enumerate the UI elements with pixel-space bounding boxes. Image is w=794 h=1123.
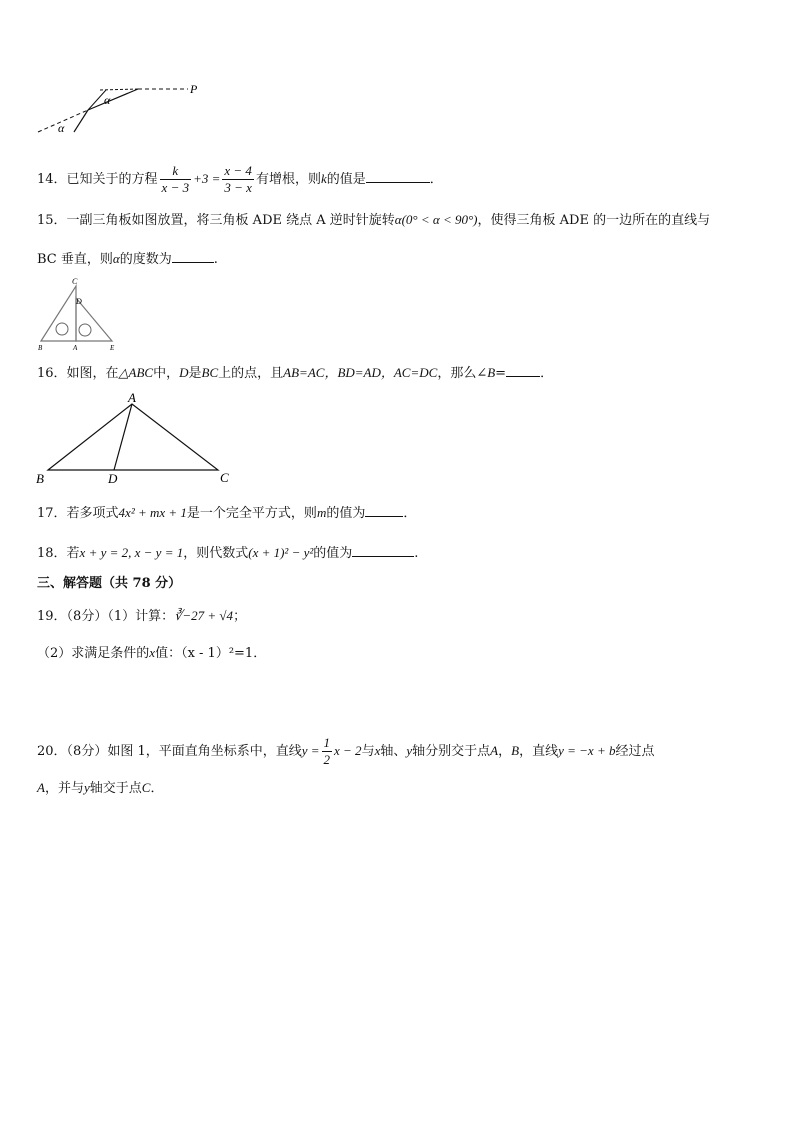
fig16-label-b: B bbox=[36, 471, 44, 486]
q15-end: . bbox=[213, 252, 218, 267]
q14-answer-blank[interactable] bbox=[366, 170, 430, 183]
q16-answer-blank[interactable] bbox=[506, 364, 540, 377]
q16-tri: △ABC bbox=[118, 365, 154, 380]
board-abc bbox=[41, 286, 76, 341]
q17-mid: 是一个完全平方式，则 bbox=[186, 506, 317, 521]
question-15-line-1 bbox=[37, 210, 710, 231]
q16-text-a: 16．如图，在 bbox=[37, 366, 119, 381]
q14-var: k bbox=[320, 171, 327, 186]
q17-suffix: 的值为 bbox=[326, 506, 366, 521]
q15-answer-blank[interactable] bbox=[172, 250, 214, 263]
q17-end: ． bbox=[403, 506, 417, 521]
q20-fraction bbox=[322, 735, 333, 768]
q20-y1: y = bbox=[301, 743, 320, 758]
label-alpha-1: α bbox=[104, 93, 111, 107]
q16-text-c: 是 bbox=[188, 366, 202, 381]
q19-line1b: ； bbox=[233, 609, 247, 624]
fig15-label-b: B bbox=[38, 344, 43, 352]
q14-frac2-den: 3 − x bbox=[224, 180, 252, 195]
q16-text-e: ，那么∠ bbox=[437, 366, 488, 381]
q20-line2-a: A bbox=[37, 780, 45, 795]
label-alpha-2: α bbox=[58, 121, 65, 135]
q20-frac-den: 2 bbox=[323, 752, 331, 767]
q14-fraction-1 bbox=[160, 163, 192, 196]
question-15-line-2 bbox=[37, 249, 218, 270]
q16-end: ． bbox=[540, 366, 554, 381]
triangle-boards-figure bbox=[34, 276, 124, 352]
question-19-line-1 bbox=[37, 606, 246, 627]
section-heading: 三、解答题（共 78 分） bbox=[37, 576, 182, 591]
q19-line2b: 值：（x - 1）²=1． bbox=[155, 646, 267, 661]
mirror-lower bbox=[74, 110, 88, 132]
q20-y: y bbox=[406, 743, 413, 758]
q20-line2b: ，并与 bbox=[44, 781, 84, 796]
q14-fraction-2 bbox=[222, 163, 254, 196]
q14-suffix2: 的值是 bbox=[326, 172, 366, 187]
q19-expr: ∛−27 + √4 bbox=[174, 608, 234, 623]
q16-cond: AB=AC，BD=AD，AC=DC bbox=[283, 365, 438, 380]
fig15-label-a: A bbox=[73, 344, 78, 352]
q20-line1g: 经过点 bbox=[615, 744, 655, 759]
q14-frac1-num: k bbox=[160, 163, 192, 180]
triangle-abc bbox=[48, 404, 218, 470]
q20-c: C bbox=[141, 780, 151, 795]
question-18 bbox=[37, 543, 418, 564]
question-20-line-1 bbox=[37, 735, 654, 768]
q19-line2a: （2）求满足条件的 bbox=[37, 646, 150, 661]
q20-line1a: 20．（8分）如图 1，平面直角坐标系中，直线 bbox=[37, 744, 302, 759]
q20-line1c: 与 bbox=[361, 744, 375, 759]
fig15-label-d: D bbox=[76, 297, 82, 306]
q17-prefix: 17．若多项式 bbox=[37, 506, 119, 521]
question-16 bbox=[37, 363, 553, 384]
q18-expr: (x + 1)² − y² bbox=[248, 545, 314, 560]
q20-line1e: 轴分别交于点 bbox=[412, 744, 491, 759]
hole-2 bbox=[79, 324, 91, 336]
q20-frac-num: 1 bbox=[323, 735, 331, 750]
q20-line1f: ，直线 bbox=[519, 744, 559, 759]
q16-bc: BC bbox=[201, 365, 219, 380]
q20-b: B bbox=[511, 743, 520, 758]
fig16-label-c: C bbox=[220, 470, 229, 485]
reflection-figure bbox=[30, 80, 210, 140]
q15-cond: α(0° < α < 90°) bbox=[394, 212, 478, 227]
q20-x: x bbox=[374, 743, 381, 758]
q20-y2: y bbox=[83, 780, 90, 795]
q17-expr: 4x² + mx + 1 bbox=[118, 505, 187, 520]
hole-1 bbox=[56, 323, 68, 335]
q18-prefix: 18．若 bbox=[37, 546, 80, 561]
fig16-label-a: A bbox=[128, 390, 136, 405]
q20-comma: ， bbox=[498, 744, 512, 759]
q14-suffix: 有增根，则 bbox=[255, 172, 321, 187]
q15-line2a: BC 垂直，则 bbox=[37, 252, 113, 267]
q14-frac2-num: x − 4 bbox=[224, 163, 252, 178]
q14-prefix: 14．已知关于的方程 bbox=[37, 172, 158, 187]
q20-line2c: 轴交于点 bbox=[89, 781, 142, 796]
q16-b: B bbox=[487, 365, 496, 380]
q20-line1b: x − 2 bbox=[334, 743, 362, 758]
q20-line1d: 轴、 bbox=[380, 744, 407, 759]
q14-end: ． bbox=[429, 172, 443, 187]
q16-text-d: 上的点，且 bbox=[218, 366, 284, 381]
segment-ad bbox=[114, 404, 132, 470]
fig16-label-d: D bbox=[108, 471, 118, 486]
question-20-line-2 bbox=[37, 778, 163, 799]
question-14 bbox=[37, 163, 443, 196]
label-p: P bbox=[190, 82, 198, 96]
q15-line2b: 的度数为 bbox=[119, 252, 172, 267]
fig15-label-c: C bbox=[72, 277, 78, 286]
q20-a: A bbox=[490, 743, 499, 758]
mirror-line bbox=[88, 89, 138, 110]
q18-suffix: 的值为 bbox=[313, 546, 353, 561]
q20-end: ． bbox=[150, 781, 164, 796]
q19-var: x bbox=[149, 645, 156, 660]
q18-cond: x + y = 2, x − y = 1 bbox=[79, 545, 184, 560]
question-19-line-2 bbox=[37, 643, 266, 664]
q17-answer-blank[interactable] bbox=[365, 504, 403, 517]
q16-text-f: = bbox=[495, 366, 507, 381]
q15-line1b: ，使得三角板 ADE 的一边所在的直线与 bbox=[477, 213, 711, 228]
q15-line1: 15．一副三角板如图放置，将三角板 ADE 绕点 A 逆时针旋转 bbox=[37, 213, 395, 228]
q18-answer-blank[interactable] bbox=[352, 544, 414, 557]
triangle-abc-figure bbox=[30, 390, 240, 488]
question-17 bbox=[37, 503, 416, 524]
q14-mid: +3 = bbox=[193, 171, 221, 186]
q15-var: α bbox=[112, 251, 120, 266]
q18-end: . bbox=[414, 546, 419, 561]
q19-line1a: 19．（8分）（1）计算： bbox=[37, 609, 175, 624]
q16-d: D bbox=[179, 365, 189, 380]
fig15-label-e: E bbox=[110, 344, 115, 352]
q20-line2expr: y = −x + b bbox=[558, 743, 616, 758]
q16-text-b: 中， bbox=[153, 366, 180, 381]
q14-frac1-den: x − 3 bbox=[161, 180, 190, 195]
q18-mid: ，则代数式 bbox=[183, 546, 249, 561]
q17-var: m bbox=[316, 505, 327, 520]
